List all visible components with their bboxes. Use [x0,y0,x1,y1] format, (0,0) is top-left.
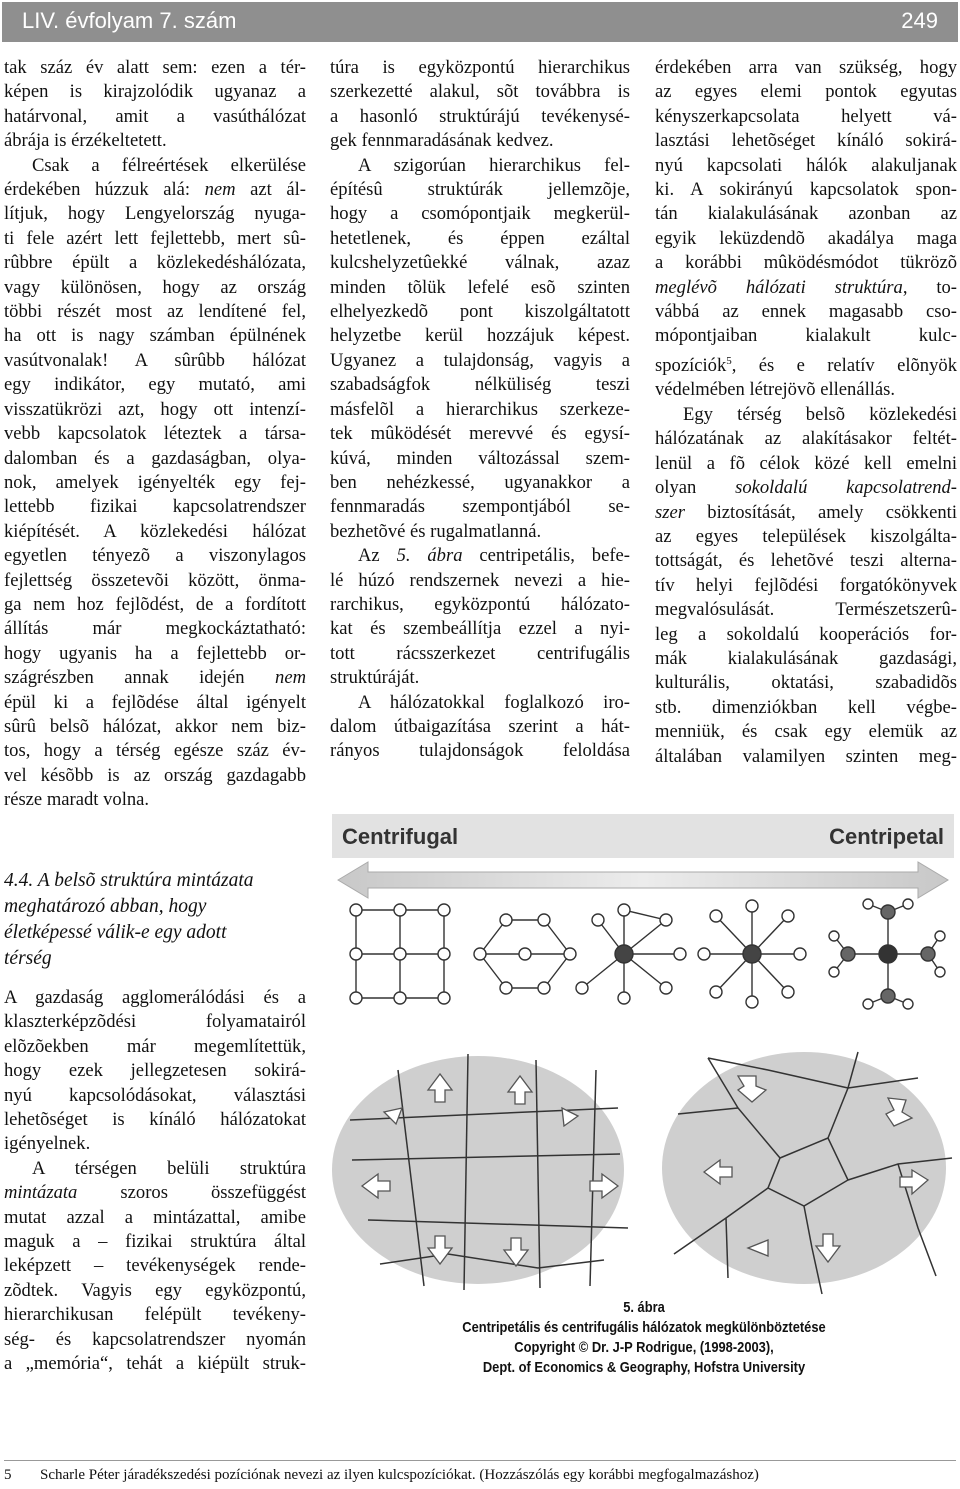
text-line [4,666,306,690]
text-line [4,1084,306,1108]
text-run: gek fennmaradásának kedvez. [330,130,554,152]
text-line [4,178,306,202]
text-line [655,745,957,769]
hierarchy-network [829,899,945,1009]
text-run: megvalósulását. Természetszerû- [655,599,957,621]
text-run: az egyes elemi pontok egyutas [655,81,957,103]
text-line [4,544,306,568]
text-line [4,80,306,104]
text-run: tán kialakulásának azonban az [655,203,957,225]
paragraph [4,986,306,1157]
text-run: lé húzó rendszernek nevezi a hie- [330,569,630,591]
text-line [4,495,306,519]
text-run: tottságát, és lehetõvé teszi alterna- [655,550,957,572]
text-run: mutat azzal a mintázattal, amibe [4,1206,306,1228]
text-line [330,691,630,715]
text-run: tos, hogy a térség egésze száz év- [4,740,306,762]
text-line [655,105,957,129]
text-run: tott rácsszerkezet centrifugális [330,642,630,664]
text-line [330,276,630,300]
caption-title: 5. ábra [623,1299,665,1316]
text-line [4,1059,306,1083]
text-run: spozíciók [655,355,727,377]
text-run: a „memória“, tehát a kiépült struk- [4,1353,306,1375]
text-run: nyú kapcsolati hálók alakuljanak [655,154,957,176]
text-run: állítás már megkockáztatható: [4,618,306,640]
text-run: Csak a félreértések elkerülése [32,154,306,176]
text-line [655,501,957,525]
text-line [4,691,306,715]
text-line [330,569,630,593]
text-line [4,1328,306,1352]
text-line [4,946,304,972]
footnote-rule [4,1460,956,1461]
text-line [330,495,630,519]
text-run: szer [655,501,685,523]
text-line [4,398,306,422]
text-run: menniük, és csak egy elemük az [655,721,957,743]
text-line [4,868,304,894]
text-line [4,617,306,641]
text-run: leg a sokoldalú kooperációs for- [655,623,957,645]
text-line [655,598,957,622]
text-run: hogy ugyanis ha a fejlettebb or- [4,642,306,664]
text-run: építésû struktúrák jellemzõje, [330,179,630,201]
text-run: lettebb fizikai kapcsolatrendszer [4,496,306,518]
text-run: tív helyi fejlõdési forgatókönyvek [655,574,957,596]
text-run: életképessé válik-e egy adott [4,922,227,943]
text-line [655,56,957,80]
text-run: az egyes települések kiszolgálta- [655,525,957,547]
caption-line: Dept. of Economics & Geography, Hofstra University [482,1359,806,1376]
text-run: a korábbi mûködésmódot tükrözõ [655,252,957,274]
text-line [4,1279,306,1303]
text-run: biztosítását, amely csökkenti [684,501,957,523]
text-run: rányos tulajdonságok feloldása [330,740,630,762]
text-line [4,154,306,178]
text-line [330,642,630,666]
text-line [655,227,957,251]
text-line [4,324,306,348]
centripetal-map [662,1052,952,1294]
text-run: érdekében arra van szükség, hogy [655,57,957,78]
text-run: túra is egyközpontú hierarchikus [330,57,630,78]
text-run: védelmében létrejövõ ellenállás. [655,379,896,401]
caption-line: Copyright © Dr. J-P Rodrigue, (1998-2003), [514,1339,774,1356]
text-run: kulcshelyzetûekké válnak, azaz [330,252,630,274]
text-line [330,447,630,471]
text-line [655,671,957,695]
text-run: 4.4. A belsõ struktúra mintázata [4,870,254,891]
text-run: ki. A sokirányú kapcsolatok spon- [655,179,957,201]
text-run: centripetális, befe- [462,545,630,567]
text-run: szágrészben annak idején [4,667,276,689]
text-run: vagy különösen, hogy az ország [4,276,306,298]
text-line [4,1132,306,1156]
text-line [330,324,630,348]
text-run: hogy ezek jellegzetesen sokirá- [4,1060,306,1082]
text-line [4,1035,306,1059]
text-line [4,739,306,763]
paragraph [330,544,630,690]
text-line [655,202,957,226]
text-line [330,422,630,446]
text-run: vel késõbb is az ország gazdagabb [4,764,306,786]
text-line [4,1010,306,1034]
text-line [330,129,630,153]
text-line [330,154,630,178]
text-run: A szigorúan hierarchikus fel- [358,154,630,176]
text-line [330,544,630,568]
text-run: térség [4,948,52,969]
text-run: meglévõ hálózati struktúra [655,276,903,298]
text-line [330,373,630,397]
text-line [4,569,306,593]
text-line [4,129,306,153]
text-run: elhelyezkedõ pont kiszolgáltatott [330,301,630,323]
text-run: nem [204,179,236,201]
text-run: stb. dimenziókban kell végbe- [655,696,957,718]
text-line [655,452,957,476]
text-line [330,715,630,739]
text-line [330,178,630,202]
text-run: nem [275,667,306,689]
text-line [655,647,957,671]
text-run: hogy a csomópontjaik megkerül- [330,203,630,225]
text-run: kat és szembeállítja ezzel a nyi- [330,618,630,640]
paragraph [330,56,630,154]
footnote-text: Scharle Péter járadékszedési pozíciónak nevezi az ilyen kulcspozíciókat. (Hozzászólás egy korábbi megfogalmazáshoz) [40,1467,759,1483]
text-run: rarchikus, egyközpontú hálózato- [330,593,630,615]
text-line [330,739,630,763]
text-line [655,696,957,720]
text-run: mintázata [4,1182,78,1204]
text-run: ha ott is nagy számban épülnének [4,325,306,347]
text-run: sûrû belsõ hálózat, akkor nem biz- [4,715,306,737]
text-line [4,520,306,544]
label-centripetal: Centripetal [829,824,944,849]
text-run: zõdtek. Vagyis egy egyközpontú, [4,1279,306,1301]
text-line [4,349,306,373]
paragraph [4,154,306,813]
text-run: szoros összefüggést [77,1182,306,1204]
text-line [4,986,306,1010]
footnote-number: 5 [4,1467,12,1483]
journal-issue: LIV. évfolyam 7. szám [22,8,237,33]
text-run: leképzett – tevékenységek rende- [4,1255,306,1277]
network-figure [328,808,958,1296]
text-line [655,276,957,300]
text-run: maguk a – fizikai struktúra által [4,1231,306,1253]
text-line [4,105,306,129]
text-line [4,1157,306,1181]
text-line [655,574,957,598]
paragraph [655,403,957,769]
text-run: ben nehézkessé, ugyanakkor a [330,471,630,493]
text-line [330,251,630,275]
paragraph [330,154,630,545]
text-line [655,154,957,178]
text-line [330,202,630,226]
text-run: rûbbre épült a közlekedéshálózata, [4,252,306,274]
text-line [655,178,957,202]
section-heading-lines [4,868,304,972]
text-run: része maradt volna. [4,789,150,811]
text-run: általában valamilyen szinten meg- [655,745,957,767]
text-line [4,251,306,275]
text-run: lasztási lehetõséget kínáló sokirá- [655,130,957,152]
text-run: kiépítését. A közlekedési hálózat [4,520,306,542]
text-run: kényszerkapcsolata helyett vá- [655,105,957,127]
text-line [4,1254,306,1278]
text-run: ség- és kapcsolatrendszer nyomán [4,1328,306,1350]
text-run: vábbá az ennek magasabb cso- [655,301,957,323]
text-run: 5 [726,354,732,367]
text-line [4,422,306,446]
text-run: érdekében húzzuk alá: [4,179,205,201]
text-line [655,349,957,379]
text-line [655,549,957,573]
text-run: másfelõl a hierarchikus szerkeze- [330,398,630,420]
text-run: a hasonló struktúrájú tevékenysé- [330,105,630,127]
text-run: , és e relatív elõnyök [731,355,957,377]
text-run: A térségen belüli struktúra [32,1157,306,1179]
text-line [655,378,957,402]
text-line [655,720,957,744]
text-run: Ugyanez a tulajdonság, vagyis a [330,349,630,371]
text-line [330,349,630,373]
text-line [655,80,957,104]
text-line [4,764,306,788]
text-line [4,715,306,739]
star-network [698,900,806,1008]
text-line [4,593,306,617]
figure-caption [374,1298,914,1378]
text-run: helyzetbe kerül hozzájuk képest. [330,325,630,347]
text-line [655,251,957,275]
text-run: minden tõlük lefelé esõ szinten [330,276,630,298]
text-run: ti fele azért lett fejlettebb, mert sû- [4,227,306,249]
text-line [4,1108,306,1132]
text-run: visszatükrözi azt, hogy ott intenzí- [4,398,306,420]
text-run: Az [358,545,397,567]
label-centrifugal: Centrifugal [342,824,459,849]
text-line [4,1230,306,1254]
text-run: , to- [902,276,957,298]
text-line [330,80,630,104]
page-number: 249 [901,8,938,33]
hub-network [576,904,686,1004]
text-line [330,471,630,495]
text-run: lenül a fõ célok közé kell emelni [655,452,957,474]
text-run: ga nem hoz fejlõdést, de a fordított [4,593,306,615]
footnote [4,1466,956,1484]
text-run: többi részét most az lendítené fel, [4,301,306,323]
paragraph [4,56,306,154]
text-line [4,202,306,226]
double-arrow [338,862,948,898]
column-left-top [4,56,306,813]
text-run: A hálózatokkal foglalkozó iro- [358,691,630,713]
text-run: ábrája is érzékeltetett. [4,130,167,152]
column-right [655,56,957,769]
node-diagrams [350,899,945,1009]
text-run: 5. ábra [396,545,463,567]
text-line [4,1303,306,1327]
text-line [655,300,957,324]
text-line [330,617,630,641]
text-run: hálózatának az alakításakor feltét- [655,428,957,450]
text-run: azt ál- [235,179,306,201]
text-line [330,227,630,251]
text-run: igényelnek. [4,1133,91,1155]
text-line [330,666,630,690]
text-run: szabadságfok nélküliség teszi [330,374,630,396]
text-line [655,525,957,549]
text-run: vebb kapcsolatok léteztek a társa- [4,423,306,445]
text-run: tek mûködését merevvé és egysí- [330,423,630,445]
text-run: lehetõséget is kínáló hálózatokat [4,1109,306,1131]
text-run: kulturális, oktatási, szabadidõs [655,672,957,694]
text-run: fennmaradás szempontjából se- [330,496,630,518]
text-run: határvonal, amit a vasúthálózat [4,105,306,127]
text-run: fejlettség összetevõi között, önma- [4,569,306,591]
paragraph [330,691,630,764]
paragraph [655,56,957,403]
text-run: nyú kapcsolódásokat, választási [4,1084,306,1106]
text-line [330,56,630,80]
text-line [4,642,306,666]
text-run: épül ki a fejlõdése által igényelt [4,691,306,713]
text-run: vasútvonalak! A sûrûbb hálózat [4,349,306,371]
column-middle [330,56,630,764]
paragraph [4,1157,306,1377]
text-run: Egy térség belsõ közlekedési [683,403,957,425]
text-line [330,520,630,544]
text-line [4,1181,306,1205]
ring-network [474,914,576,994]
text-line [4,920,304,946]
text-line [330,105,630,129]
text-run: olyan [655,477,736,499]
text-run: egyik leküzdendõ akadálya maga [655,227,957,249]
running-header [2,2,958,42]
text-run: tak száz év alatt sem: ezen a tér- [4,57,306,78]
text-run: dalom útbaigazítása szerint a hát- [330,715,630,737]
text-run: struktúráját. [330,667,420,689]
text-run: szerkezetté alakul, sõt továbbra is [330,81,630,103]
column-left-bottom [4,986,306,1377]
text-run: mópontjaiban kialakult kulc- [655,325,957,347]
text-run: dalomban és a gazdaságban, olya- [4,447,306,469]
text-run: nok, amelyek igényelték egy fej- [4,471,306,493]
text-line [4,227,306,251]
text-line [655,403,957,427]
figure-banner [332,814,954,858]
text-line [4,471,306,495]
text-line [655,427,957,451]
text-run: meghatározó abban, hogy [4,896,207,917]
text-line [4,788,306,812]
text-run: kúvá, minden változással szem- [330,447,630,469]
text-line [655,129,957,153]
text-line [4,276,306,300]
text-line [330,593,630,617]
text-line [330,398,630,422]
text-run: lítjuk, hogy Lengyelország nyuga- [4,203,306,225]
text-line [655,623,957,647]
text-run: bezhetõvé és rugalmatlanná. [330,520,542,542]
text-line [4,1206,306,1230]
text-line [4,56,306,80]
text-line [4,373,306,397]
centrifugal-map [332,1054,628,1290]
text-run: mák kialakulásának gazdasági, [655,647,957,669]
text-run: hierarchikusan felépült tevékeny- [4,1304,306,1326]
text-run: egyetlen tényezõ a viszonylagos [4,545,306,567]
text-line [655,324,957,348]
text-run: képen is kirajzolódik ugyanaz a [4,81,306,103]
text-line [4,447,306,471]
section-heading [4,868,304,972]
text-run: A gazdaság agglomerálódási és a [4,987,306,1008]
text-line [4,300,306,324]
text-line [4,1352,306,1376]
text-run: klaszterképzõdési folyamatairól [4,1011,306,1033]
caption-line: Centripetális és centrifugális hálózatok megkülönböztetése [462,1319,826,1336]
text-run: sokoldalú kapcsolatrend- [735,477,957,499]
grid-network [350,904,450,1004]
text-line [4,894,304,920]
text-run: hetetlenek, és éppen ezáltal [330,227,630,249]
text-run: elõzõekben már megemlítettük, [4,1035,306,1057]
text-line [330,300,630,324]
text-line [655,476,957,500]
text-run: egy indikátor, egy mutató, ami [4,374,306,396]
